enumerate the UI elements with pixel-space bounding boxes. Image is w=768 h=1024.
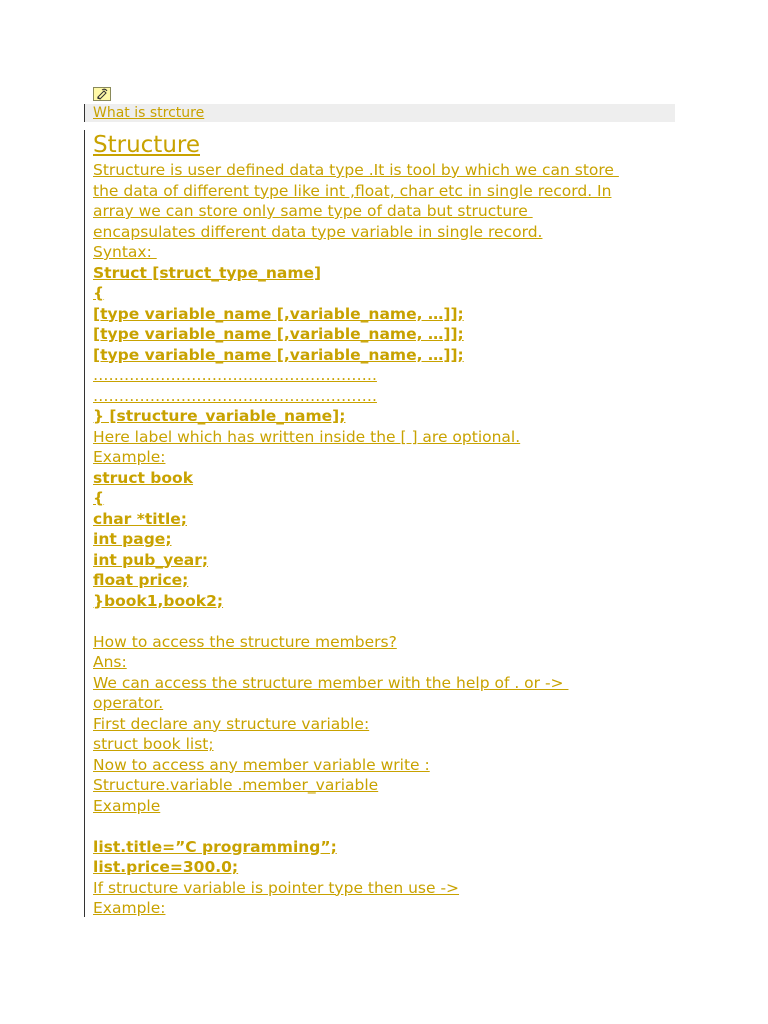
article-lines (93, 160, 678, 919)
article-line[interactable]: [type variable_name [,variable_name, …]]; (93, 304, 464, 323)
edit-note-icon[interactable] (93, 87, 111, 101)
article-line[interactable]: operator. (93, 694, 164, 712)
article-line[interactable]: Now to access any member variable write : (93, 755, 430, 774)
article-line[interactable]: int pub_year; (93, 550, 209, 569)
article-line[interactable]: char *title; (93, 509, 187, 528)
article-line[interactable]: struct book list; (93, 735, 214, 753)
article-line[interactable]: Syntax: (93, 243, 157, 261)
article-line[interactable]: list.title=”C programming”; (93, 837, 337, 856)
article-line[interactable]: [type variable_name [,variable_name, …]]; (93, 345, 464, 364)
article-line[interactable]: { (93, 489, 105, 507)
heading-divider (84, 104, 85, 122)
article-line[interactable]: If structure variable is pointer type then use -> (93, 878, 460, 897)
article-line[interactable]: list.price=300.0; (93, 858, 239, 876)
article-line[interactable]: First declare any structure variable: (93, 714, 370, 733)
article-line[interactable]: Example: (93, 448, 166, 466)
article-line[interactable]: encapsulates different data type variable in single record. (93, 222, 543, 241)
content-divider (84, 130, 85, 917)
article-line[interactable]: }book1,book2; (93, 591, 224, 610)
article-line[interactable]: array we can store only same type of data but structure (93, 202, 533, 220)
article-line[interactable]: We can access the structure member with the help of . or -> (93, 673, 569, 692)
article-line[interactable]: ………………………………………………. (93, 386, 377, 405)
article-line[interactable]: How to access the structure members? (93, 632, 397, 651)
article-body (93, 130, 678, 919)
article-line[interactable]: int page; (93, 530, 172, 548)
article-title[interactable]: Structure (93, 132, 200, 158)
article-line[interactable]: Here label which has written inside the [ ] are optional. (93, 427, 521, 446)
article-line[interactable]: Structure.variable .member_variable (93, 776, 379, 794)
article-line[interactable]: Ans: (93, 653, 127, 671)
article-line[interactable]: Example (93, 796, 161, 815)
article-line[interactable]: [type variable_name [,variable_name, …]]; (93, 325, 464, 343)
section-heading-link[interactable]: What is strcture (93, 105, 205, 121)
article-line[interactable]: { (93, 284, 105, 302)
article-line[interactable]: Example: (93, 899, 166, 917)
blank-line (93, 816, 678, 837)
article-line[interactable]: ………………………………………………. (93, 366, 377, 384)
article-line[interactable]: float price; (93, 571, 189, 589)
article-line[interactable]: } [structure_variable_name]; (93, 407, 346, 425)
article-line[interactable]: struct book (93, 468, 194, 487)
article-line[interactable]: Struct [struct_type_name] (93, 263, 322, 282)
section-heading-bar (84, 104, 675, 122)
article-line[interactable]: the data of different type like int ,float, char etc in single record. In (93, 181, 612, 200)
blank-line (93, 611, 678, 632)
article-line[interactable]: Structure is user defined data type .It is tool by which we can store (93, 161, 619, 179)
